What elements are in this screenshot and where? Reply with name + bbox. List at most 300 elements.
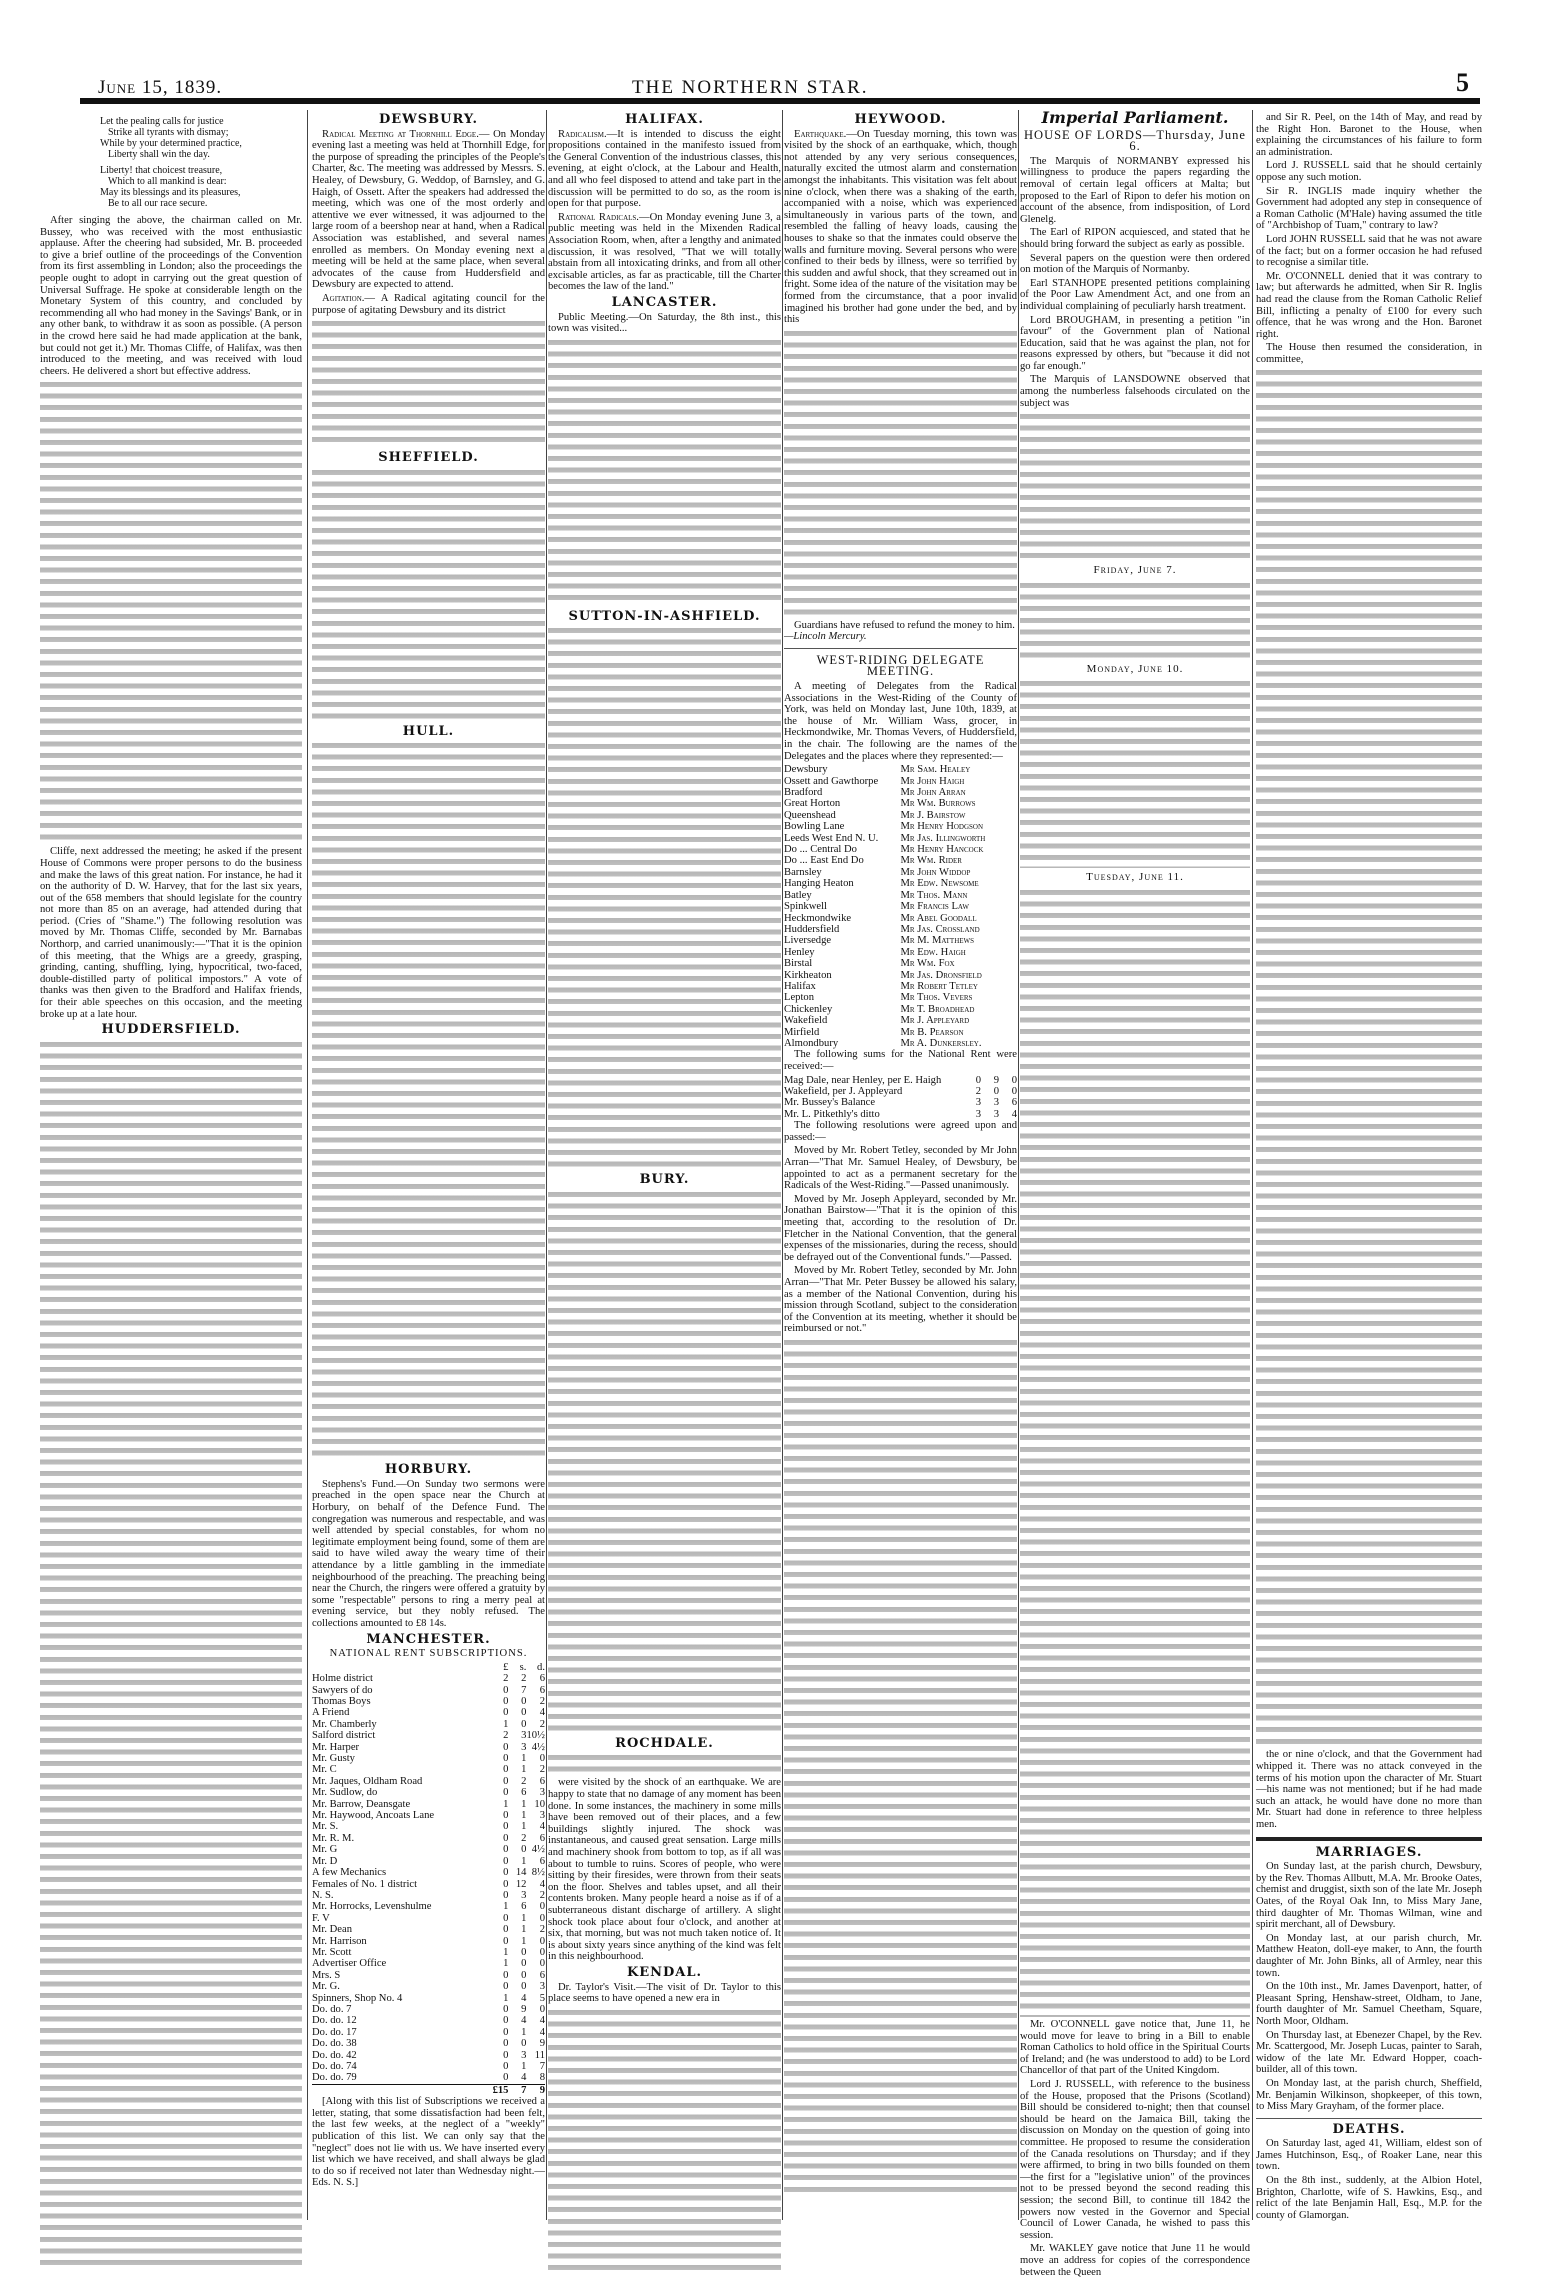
article-paragraph: Cliffe, next addressed the meeting; he asked if the present House of Commons were proper persons to do the business and make the laws of this great nation. For instance, he had it on the authority of D. W. Harvey, that for the last six years, out of the 658 members that should legislate for the country not more than 85 on an average, had attended during that period. (Cries of "Shame.") The following resolution was moved by Mr. Thomas Cliffe, seconded by Mr. Barnabas Northorp, and carried unanimously:—"That it is the opinion of this meeting, that the Whigs are a greedy, grasping, grinding, canting, shuffling, lying, hypocritical, two-faced, double-distilled party of political impostors." A vote of thanks was then given to the Bradford and Halifax friends, for their able speeches on this occasion, and the meeting broke up at a late hour. bbox=[40, 846, 302, 1020]
amount-shillings: 0 bbox=[521, 1707, 527, 1719]
amount-pence: 0 bbox=[539, 1958, 545, 1970]
subscriber-name: Do. do. 74 bbox=[312, 2061, 357, 2072]
delegate-place: Almondbury bbox=[784, 1037, 839, 1049]
article-paragraph: The following sums for the National Rent were received:— bbox=[784, 1049, 1017, 1072]
amount-pounds: 2 bbox=[503, 1730, 509, 1742]
delegate-row bbox=[784, 901, 1017, 912]
parliament-paragraph: Lord J. RUSSELL, with reference to the business of the House, proposed that the Prisons (Scotland) Bill should be considered to-night; then that counsel should be heard on the Jamaica Bill, taking the discussion on Monday on the question of going into committee. He proposed to resume the consideration of the Canada resolutions on Thursday; and if they were affirmed, to bring in two bills founded on them—the first for a "legislative union" of the provinces not to be pressed beyond the second reading this session; the second Bill, to continue till 1842 the powers now vested in the Governor and Special Council of Lower Canada, he wished to pass this session. bbox=[1020, 2079, 1250, 2241]
rent-row bbox=[312, 1958, 545, 1969]
amount-pounds: 0 bbox=[503, 2049, 509, 2061]
rent-row bbox=[312, 2027, 545, 2038]
amount-pence: 0 bbox=[539, 1946, 545, 1958]
parliament-paragraph: the or nine o'clock, and that the Government had whipped it. There was no attack conveyed in the terms of his motion upon the character of Mr. Stuart—his name was not mentioned; but if he had made such an attack, he would have done no more than Mr. Stuart had done in reference to three helpless men. bbox=[1256, 1749, 1482, 1831]
subscriber-name: Spinners, Shop No. 4 bbox=[312, 1992, 403, 2004]
rent-row bbox=[312, 1707, 545, 1718]
amount-pounds: 0 bbox=[503, 1696, 509, 1707]
resolution: Moved by Mr. Robert Tetley, seconded by Mr. John Arran—"That Mr. Peter Bussey be allowed his salary, as a member of the National Convention, during his mission through Scotland, subject to the consideration of the Convention at its meeting, whether it should be reimbursed or not." bbox=[784, 1265, 1017, 1335]
parliament-paragraph: Lord JOHN RUSSELL said that he was not aware of the fact; but on a former occasion he had refused to recognise a similar title. bbox=[1256, 233, 1482, 269]
amount-pence: 2 bbox=[539, 1924, 545, 1936]
subscriber-name: Mrs. S bbox=[312, 1969, 341, 1981]
rent-row bbox=[312, 1787, 545, 1798]
rent-row bbox=[312, 2015, 545, 2026]
delegate-name: Mr Edw. Haigh bbox=[900, 946, 966, 958]
amount-shillings: 0 bbox=[521, 1981, 527, 1993]
delegate-name: Mr Abel Goodall bbox=[900, 912, 977, 924]
amount-pence: 2 bbox=[539, 1696, 545, 1707]
subscriber-name: Do. do. 17 bbox=[312, 2026, 357, 2038]
delegate-name: Mr Sam. Healey bbox=[900, 764, 971, 776]
delegate-name: Mr Jas. Dronsfield bbox=[900, 969, 982, 981]
rent-row bbox=[312, 1821, 545, 1832]
rent-row bbox=[312, 1719, 545, 1730]
column-divider bbox=[307, 110, 308, 2220]
amount-pence: 6 bbox=[539, 1832, 545, 1844]
delegate-row bbox=[784, 787, 1017, 798]
column-divider bbox=[546, 110, 547, 2220]
delegate-row bbox=[784, 764, 1017, 775]
amount-shillings: 1 bbox=[521, 1764, 527, 1776]
masthead bbox=[0, 70, 1543, 96]
amount-pounds: 0 bbox=[503, 1889, 509, 1901]
rent-row bbox=[312, 1799, 545, 1810]
delegate-name: Mr Henry Hodgson bbox=[900, 821, 984, 833]
delegate-name: Mr B. Pearson bbox=[900, 1026, 964, 1038]
section-heading-halifax: HALIFAX. bbox=[625, 112, 704, 127]
rent-row bbox=[312, 1867, 545, 1878]
subscriber-name: Do. do. 7 bbox=[312, 2003, 352, 2015]
amount-shillings: 1 bbox=[521, 1924, 527, 1936]
amount-pounds: 0 bbox=[503, 1741, 509, 1753]
poem-line: Which to all mankind is dear: bbox=[108, 176, 227, 187]
sum-source: Mag Dale, near Henley, per E. Haigh bbox=[784, 1074, 942, 1086]
delegate-name: Mr J. Bairstow bbox=[900, 809, 966, 821]
subscriber-name: N. S. bbox=[312, 1889, 334, 1901]
section-heading-sutton-in-ashfield: SUTTON-IN-ASHFIELD. bbox=[568, 608, 761, 624]
amount-pounds: 0 bbox=[503, 1924, 509, 1936]
subscriber-name: F. V bbox=[312, 1912, 330, 1924]
poem-line: Liberty! that choicest treasure, bbox=[100, 165, 223, 176]
section-divider bbox=[784, 648, 1017, 649]
subscriber-name: Mr. Haywood, Ancoats Lane bbox=[312, 1810, 435, 1822]
column-divider bbox=[1018, 110, 1019, 2220]
amount-pounds: 0 bbox=[503, 1764, 509, 1776]
subscriber-name: Mr. C bbox=[312, 1764, 337, 1776]
delegate-row bbox=[784, 833, 1017, 844]
article-text-block bbox=[784, 328, 1017, 618]
delegate-place: Hanging Heaton bbox=[784, 878, 854, 890]
parliament-paragraph: The House then resumed the consideration, in committee, bbox=[1256, 342, 1482, 365]
death-notice: On the 8th inst., suddenly, at the Albion Hotel, Brighton, Charlotte, wife of S. Hawkins, Esq., and relict of the late Benjamin Hall, Esq., M.P. for the county of Glamorgan. bbox=[1256, 2175, 1482, 2221]
column-3 bbox=[548, 110, 781, 2279]
rent-total-row bbox=[312, 2084, 545, 2096]
total-pounds: £15 bbox=[490, 2084, 508, 2096]
rent-row bbox=[312, 1901, 545, 1912]
amount-pence: 4 bbox=[1011, 1108, 1017, 1120]
subscriber-name: Do. do. 12 bbox=[312, 2015, 357, 2027]
section-divider bbox=[1256, 2118, 1482, 2119]
amount-shillings: 2 bbox=[521, 1775, 527, 1787]
amount-pence: 6 bbox=[539, 1684, 545, 1696]
delegate-name: Mr A. Dunkersley. bbox=[900, 1037, 982, 1049]
amount-pence: 2 bbox=[539, 1764, 545, 1776]
subscriber-name: Salford district bbox=[312, 1730, 376, 1742]
marriage-notice: On Monday last, at our parish church, Mr. Matthew Heaton, doll-eye maker, to Ann, the fourth daughter of Mr. John Binks, all of Armley, near this town. bbox=[1256, 1932, 1482, 1979]
column-header: s. bbox=[519, 1661, 527, 1673]
marriages-list bbox=[1256, 1861, 1482, 2112]
delegate-place: Batley bbox=[784, 889, 812, 901]
amount-shillings: 4 bbox=[521, 2015, 527, 2027]
rent-sum-row bbox=[784, 1097, 1017, 1108]
sum-source: Mr. Bussey's Balance bbox=[784, 1097, 876, 1109]
section-heading-west-riding: WEST-RIDING DELEGATE MEETING. bbox=[816, 652, 985, 679]
delegate-place: Halifax bbox=[784, 980, 816, 992]
article-text: It is intended to discuss the eight propositions contained in the manifesto issued from the General Convention of the industrious classes, this evening, at eight o'clock, at the Labour and Health, and all who feel disposed to attend and take part in the discussion will be permitted to do so, as the room is open for that purpose. bbox=[548, 128, 781, 210]
delegate-name: Mr Henry Hancock bbox=[900, 844, 984, 856]
amount-pence: 4 bbox=[539, 1878, 545, 1890]
delegate-name: Mr Wm. Burrows bbox=[900, 798, 976, 810]
parliament-paragraph: The Marquis of LANSDOWNE observed that among the numberless falsehoods circulated on the subject was bbox=[1020, 374, 1250, 409]
article-text-block bbox=[312, 467, 545, 722]
delegate-name: Mr Jas. Crossland bbox=[900, 923, 980, 935]
parliament-paragraph: Mr. O'CONNELL denied that it was contrary to law; but afterwards he admitted, when Sir R. Inglis had read the clause from the Roman Catholic Relief Bill, inflicting a penalty of £100 for every such offence, that he was wrong and the Hon. Baronet right. bbox=[1256, 270, 1482, 340]
delegate-row bbox=[784, 935, 1017, 946]
marriage-notice: On the 10th inst., Mr. James Davenport, hatter, of Pleasant Spring, Henshaw-street, Oldham, to Jane, fourth daughter of Mr. Samuel Cheetham, Square, North Moor, Oldham. bbox=[1256, 1981, 1482, 2027]
subscriber-name: Mr. S. bbox=[312, 1821, 339, 1833]
total-pence: 9 bbox=[526, 2084, 545, 2096]
delegate-row bbox=[784, 1015, 1017, 1026]
amount-shillings: 1 bbox=[521, 1935, 527, 1947]
subscriber-name: Mr. Dean bbox=[312, 1924, 353, 1936]
issue-date: June 15, 1839. bbox=[98, 77, 223, 98]
article-text: A Radical agitating council for the purpose of agitating Dewsbury and its district bbox=[312, 292, 545, 316]
delegate-place: Liversedge bbox=[784, 935, 832, 947]
article-paragraph bbox=[784, 129, 1017, 326]
amount-pounds: 0 bbox=[503, 1935, 509, 1947]
poem-line: May its blessings and its pleasures, bbox=[100, 187, 241, 198]
amount-pence: 6 bbox=[539, 1775, 545, 1787]
amount-pence: 4 bbox=[539, 2015, 545, 2027]
article-source: —Lincoln Mercury. bbox=[784, 631, 867, 643]
delegate-place: Leeds West End N. U. bbox=[784, 832, 879, 844]
delegate-name: Mr M. Matthews bbox=[900, 935, 975, 947]
amount-pence: 0 bbox=[539, 1912, 545, 1924]
amount-pounds: 0 bbox=[975, 1074, 981, 1086]
amount-pounds: 1 bbox=[503, 1718, 509, 1730]
amount-pounds: 0 bbox=[503, 1775, 509, 1787]
rent-subscriptions-table bbox=[312, 1662, 545, 2096]
subscriber-name: Thomas Boys bbox=[312, 1696, 371, 1707]
rent-header-row bbox=[312, 1662, 545, 1673]
delegate-place: Heckmondwike bbox=[784, 912, 852, 924]
rent-row bbox=[312, 1993, 545, 2004]
rent-row bbox=[312, 1833, 545, 1844]
article-text-block bbox=[312, 740, 545, 1460]
amount-shillings: 0 bbox=[521, 1844, 527, 1856]
amount-pence: 4 bbox=[539, 1821, 545, 1833]
rent-row bbox=[312, 1730, 545, 1741]
delegate-row bbox=[784, 1027, 1017, 1038]
article-text-block bbox=[548, 2007, 781, 2277]
article-text-block bbox=[40, 379, 302, 844]
delegate-row bbox=[784, 821, 1017, 832]
parliament-paragraph: Mr. WAKLEY gave notice that June 11 he would move an address for copies of the correspondence between the Queen bbox=[1020, 2243, 1250, 2278]
amount-shillings: 0 bbox=[521, 1718, 527, 1730]
parliament-paragraph: Several papers on the question were then ordered on motion of the Marquis of Normanby. bbox=[1020, 252, 1250, 276]
delegate-name: Mr Wm. Rider bbox=[900, 855, 962, 867]
amount-pence: 0 bbox=[539, 1901, 545, 1913]
column-divider bbox=[1252, 110, 1253, 2220]
article-text-block bbox=[548, 337, 781, 607]
amount-shillings: 0 bbox=[521, 1696, 527, 1707]
rent-row bbox=[312, 1890, 545, 1901]
article-lead: Agitation.— bbox=[322, 292, 375, 304]
article-text-block bbox=[784, 1337, 1017, 2197]
amount-pounds: 0 bbox=[503, 1810, 509, 1822]
subscriber-name: Mr. Chamberly bbox=[312, 1718, 377, 1730]
amount-pence: 6 bbox=[539, 1673, 545, 1685]
amount-shillings: 4 bbox=[521, 1992, 527, 2004]
amount-pounds: 0 bbox=[503, 1912, 509, 1924]
article-paragraph bbox=[784, 620, 1017, 643]
amount-pounds: 0 bbox=[503, 2015, 509, 2027]
parliament-paragraph: Mr. O'CONNELL gave notice that, June 11, he would move for leave to bring in a Bill to enable Roman Catholics to hold office in the Spiritual Courts of Ireland; and (he was understood to add) to be Lord Chancellor of that part of the United Kingdom. bbox=[1020, 2019, 1250, 2077]
rent-row bbox=[312, 2004, 545, 2015]
amount-pounds: 0 bbox=[503, 1867, 509, 1879]
amount-pounds: 0 bbox=[503, 1684, 509, 1696]
amount-shillings: 1 bbox=[521, 2026, 527, 2038]
rent-row bbox=[312, 2050, 545, 2061]
subscriber-name: Advertiser Office bbox=[312, 1958, 387, 1970]
amount-shillings: 1 bbox=[521, 1798, 527, 1810]
section-heading-sheffield: SHEFFIELD. bbox=[378, 450, 479, 466]
amount-shillings: 9 bbox=[521, 2003, 527, 2015]
section-heading-heywood: HEYWOOD. bbox=[854, 112, 947, 127]
rent-row bbox=[312, 1856, 545, 1867]
amount-pounds: 0 bbox=[503, 1855, 509, 1867]
delegate-row bbox=[784, 776, 1017, 787]
article-text-block bbox=[40, 1039, 302, 2269]
amount-pounds: 2 bbox=[975, 1085, 981, 1097]
subscriber-name: Do. do. 38 bbox=[312, 2038, 357, 2050]
delegate-place: Barnsley bbox=[784, 866, 822, 878]
amount-pence: 6 bbox=[539, 1855, 545, 1867]
article-paragraph: Dr. Taylor's Visit.—The visit of Dr. Taylor to this place seems to have opened a new era in bbox=[548, 1981, 781, 2005]
amount-shillings: 3 bbox=[521, 2049, 527, 2061]
amount-shillings: 1 bbox=[521, 1753, 527, 1765]
rent-sum-row bbox=[784, 1075, 1017, 1086]
column-header: £ bbox=[503, 1661, 509, 1673]
amount-pounds: 0 bbox=[503, 1844, 509, 1856]
amount-pence: 2 bbox=[539, 1889, 545, 1901]
amount-pence: 9 bbox=[539, 2038, 545, 2050]
rent-table-title: NATIONAL RENT SUBSCRIPTIONS. bbox=[329, 1648, 528, 1660]
subscriber-name: Mr. Horrocks, Levenshulme bbox=[312, 1901, 432, 1913]
amount-shillings: 3 bbox=[993, 1097, 999, 1109]
section-heading-dewsbury: DEWSBURY. bbox=[378, 112, 479, 127]
subscriber-name: Holme district bbox=[312, 1673, 373, 1685]
poem-line: Strike all tyrants with dismay; bbox=[108, 127, 229, 138]
delegate-row bbox=[784, 810, 1017, 821]
amount-pounds: 0 bbox=[503, 2061, 509, 2072]
amount-shillings: 3 bbox=[521, 1741, 527, 1753]
resolution: Moved by Mr. Robert Tetley, seconded by Mr John Arran—"That Mr. Samuel Healey, of Dewsbury, be appointed to act as a permanent secretary for the Radicals of the West-Riding."—Passed unanimously. bbox=[784, 1145, 1017, 1192]
amount-shillings: 0 bbox=[521, 1958, 527, 1970]
rent-row bbox=[312, 2038, 545, 2049]
article-paragraph bbox=[548, 212, 781, 293]
subscriber-name: Mr. Sudlow, do bbox=[312, 1787, 378, 1799]
marriage-notice: On Thursday last, at Ebenezer Chapel, by the Rev. Mr. Scattergood, Mr. Joseph Lucas, painter to Sarah, widow of the late Mr. Edward Hopper, coach-builder, all of this town. bbox=[1256, 2029, 1482, 2076]
delegate-place: Bowling Lane bbox=[784, 821, 845, 833]
article-paragraph: Public Meeting.—On Saturday, the 8th inst., this town was visited... bbox=[548, 311, 781, 335]
amount-pence: 6 bbox=[539, 1969, 545, 1981]
amount-pence: 2 bbox=[539, 1718, 545, 1730]
sum-source: Wakefield, per J. Appleyard bbox=[784, 1085, 903, 1097]
amount-pence: 3 bbox=[539, 1981, 545, 1993]
amount-pounds: 0 bbox=[503, 1878, 509, 1890]
amount-shillings: 7 bbox=[521, 1684, 527, 1696]
rent-row bbox=[312, 1924, 545, 1935]
amount-shillings: 1 bbox=[521, 1821, 527, 1833]
article-text: On Tuesday morning, this town was visited by the shock of an earthquake, which, though not attended by any very serious consequences, naturally excited the utmost alarm and consternation amongst the inhabitants. This visitation was felt about nine o'clock, when there was a shaking of the earth, accompanied with a noise, which was experienced simultaneously in various parts of the town, and resembled the falling of heavy loads, causing the houses to shake so that the inmates could observe the walls and furniture moving. Several persons who were confined to their beds by illness, were so terrified by this sudden and awful shock, that they screamed out in fright. Some idea of the nature of the visitation may be formed from the circumstance, that a poor invalid imagined his brother had gone under the bed, and by this bbox=[784, 128, 1017, 326]
column-4 bbox=[784, 110, 1017, 2199]
amount-pence: 10 bbox=[534, 1798, 545, 1810]
column-header: d. bbox=[537, 1661, 545, 1673]
article-paragraph: were visited by the shock of an earthquake. We are happy to state that no damage of any moment has been done. In some instances, the machinery in some mills have been removed out of their places, and a few buildings slightly injured. The shock was instantaneous, and caused great sensation. Large mills and machinery shook from bottom to top, as if all was about to tumble to ruins. Scores of people, who were sitting by their firesides, were thrown from their seats on the floor. Shelves and tables upset, and all their contents broken. Many people heard a noise as if of a subterraneous distant discharge of artillery. A slight shock took place about four o'clock, and another at six, that morning, but was not much taken notice of. It is about sixty years since anything of the kind was felt in this neighbourhood. bbox=[548, 1777, 781, 1963]
rent-row bbox=[312, 1913, 545, 1924]
parliament-paragraph: Sir R. INGLIS made inquiry whether the Government had adopted any step in consequence of a Roman Catholic (M'Hale) having assumed the title of "Archbishop of Tuam," contrary to law? bbox=[1256, 185, 1482, 232]
amount-pence: 11 bbox=[534, 2049, 545, 2061]
delegate-row bbox=[784, 970, 1017, 981]
page-number: 5 bbox=[1456, 68, 1469, 97]
article-text: On Monday evening last a meeting was held at Thornhill Edge, for the purpose of spreading the principles of the People's Charter, &c. The meeting was addressed by Messrs. S. Healey, of Dewsbury, G. Weddop, of Barnsley, and G. Haigh, of Ossett. After the speakers had addressed the meeting, which was one of the most orderly and attentive we ever witnessed, it was adjourned to the large room of a beershop near at hand, when a Radical Association was established, and several names enrolled as members. On Monday evening next a meeting will be held at the same place, when several advocates of the cause from Huddersfield and Dewsbury are expected to attend. bbox=[312, 128, 546, 291]
amount-pence: 3 bbox=[539, 1787, 545, 1799]
delegate-place: Do ... East End Do bbox=[784, 855, 864, 867]
delegate-name: Mr Wm. Fox bbox=[900, 958, 955, 970]
subscriber-name: Mr. D bbox=[312, 1855, 338, 1867]
subscriber-name: Females of No. 1 district bbox=[312, 1878, 418, 1890]
amount-pence: 7 bbox=[539, 2061, 545, 2072]
delegate-place: Huddersfield bbox=[784, 923, 840, 935]
delegate-place: Mirfield bbox=[784, 1026, 820, 1038]
delegate-place: Bradford bbox=[784, 787, 823, 799]
article-text: On Monday evening June 3, a public meeting was held in the Mixenden Radical Association Room, when, after a lengthy and animated discussion, it was resolved, "That we will totally abstain from all intoxicating drinks, and from all other excisable articles, as far as practicable, till the Charter becomes the law of the land." bbox=[548, 211, 781, 293]
section-heading-bury: BURY. bbox=[639, 1172, 690, 1188]
amount-shillings: 0 bbox=[521, 1969, 527, 1981]
amount-pounds: 0 bbox=[503, 2072, 509, 2084]
delegate-place: Lepton bbox=[784, 992, 815, 1004]
column-2 bbox=[312, 110, 545, 2191]
article-text-block bbox=[312, 318, 545, 448]
section-heading-horbury: HORBURY. bbox=[384, 1462, 473, 1478]
section-heading-lancaster: LANCASTER. bbox=[611, 294, 718, 310]
delegate-name: Mr John Arran bbox=[900, 787, 966, 799]
article-text-block bbox=[548, 1752, 781, 1775]
delegate-place: Queenshead bbox=[784, 809, 836, 821]
delegate-row bbox=[784, 798, 1017, 809]
amount-pence: 4½ bbox=[531, 1844, 545, 1856]
article-paragraph bbox=[312, 129, 545, 291]
rent-row bbox=[312, 1947, 545, 1958]
amount-pence: 8½ bbox=[531, 1867, 545, 1879]
subscriber-name: Mr. Scott bbox=[312, 1946, 352, 1958]
delegate-place: Dewsbury bbox=[784, 764, 828, 776]
amount-shillings: 1 bbox=[521, 1855, 527, 1867]
article-text-block bbox=[1020, 887, 1250, 2017]
amount-pence: 10½ bbox=[526, 1730, 545, 1742]
subscriber-name: Mr. Harrison bbox=[312, 1935, 367, 1947]
newspaper-title: THE NORTHERN STAR. bbox=[632, 77, 869, 98]
subscriber-name: Mr. G. bbox=[312, 1981, 340, 1993]
rent-sum-row bbox=[784, 1109, 1017, 1120]
delegate-name: Mr T. Broadhead bbox=[900, 1003, 975, 1015]
subscriber-name: Mr. Gusty bbox=[312, 1753, 355, 1765]
rent-row bbox=[312, 1776, 545, 1787]
delegate-row bbox=[784, 878, 1017, 889]
delegate-row bbox=[784, 992, 1017, 1003]
poem-line: While by your determined practice, bbox=[100, 138, 242, 149]
article-paragraph: After singing the above, the chairman called on Mr. Bussey, who was received with the most enthusiastic applause. After the cheering had subsided, Mr. B. proceeded to give a brief outline of the proceedings of the Convention from its first assembling in London; also the proceedings the people ought to adopt in carrying out the great question of Universal Suffrage. He spoke at considerable length on the Monetary System of this country, and concluded by recommending all who had money in the Savings' Bank, or in any other bank, to withdraw it as soon as possible. (A person in the crowd here said he had made application at the bank, but could not get it.) Mr. Thomas Cliffe, of Halifax, was then introduced to the meeting, and was received with loud cheers. He delivered a short but effective address. bbox=[40, 215, 302, 377]
national-rent-sums-table bbox=[784, 1075, 1017, 1121]
article-text: Guardians have refused to refund the money to him. bbox=[794, 619, 1015, 631]
delegate-name: Mr J. Appleyard bbox=[900, 1015, 970, 1027]
poem bbox=[100, 116, 302, 209]
rent-row bbox=[312, 1810, 545, 1821]
delegate-place: Kirkheaton bbox=[784, 969, 832, 981]
amount-shillings: 3 bbox=[521, 1889, 527, 1901]
marriage-notice: On Sunday last, at the parish church, Dewsbury, by the Rev. Thomas Allbutt, M.A. Mr. Brooke Oates, chemist and druggist, sixth son of the late Mr. Joseph Oates, of the Royal Oak Inn, to Miss Mary Jane, third daughter of Mr. Thomas Wilman, wine and spirit merchant, all of Dewsbury. bbox=[1256, 1861, 1482, 1931]
delegate-row bbox=[784, 958, 1017, 969]
parliament-paragraph: Lord J. RUSSELL said that he should certainly oppose any such motion. bbox=[1256, 160, 1482, 183]
delegate-row bbox=[784, 947, 1017, 958]
subscriber-name: Mr. Barrow, Deansgate bbox=[312, 1798, 411, 1810]
editors-note: [Along with this list of Subscriptions we received a letter, stating, that some dissatisfaction had been felt, the last few weeks, at the neglect of a "weekly" publication of this list. We can only say that the "neglect" does not lie with us. We have inserted every list which we have received, and shall always be glad to do so if received not later than Wednesday night.—Eds. N. S.] bbox=[312, 2096, 545, 2189]
section-title-imperial-parliament: Imperial Parliament. bbox=[1041, 108, 1229, 127]
section-heading-rochdale: ROCHDALE. bbox=[615, 1735, 714, 1751]
delegate-place: Ossett and Gawthorpe bbox=[784, 775, 879, 787]
section-heading-hull: HULL. bbox=[402, 723, 455, 739]
rent-row bbox=[312, 1970, 545, 1981]
parliament-paragraph: The Marquis of NORMANBY expressed his willingness to produce the papers regarding the removal of certain legal officers at Malta; but proposed to the Earl of Ripon to defer his motion on account of the absence, from indisposition, of Lord Glenelg. bbox=[1020, 155, 1250, 225]
article-paragraph: The following resolutions were agreed upon and passed:— bbox=[784, 1120, 1017, 1143]
amount-shillings: 3 bbox=[993, 1108, 999, 1120]
delegate-place: Great Horton bbox=[784, 798, 841, 810]
delegate-row bbox=[784, 844, 1017, 855]
article-lead: Earthquake.— bbox=[794, 128, 857, 140]
amount-pounds: 1 bbox=[503, 1992, 509, 2004]
delegate-name: Mr Francis Law bbox=[900, 901, 970, 913]
amount-shillings: 0 bbox=[993, 1085, 999, 1097]
poem-line: Let the pealing calls for justice bbox=[100, 116, 224, 127]
article-text-block bbox=[548, 625, 781, 1170]
amount-pounds: 1 bbox=[503, 1901, 509, 1913]
total-shillings: 7 bbox=[508, 2084, 526, 2096]
parliament-paragraph: and Sir R. Peel, on the 14th of May, and read by the Right Hon. Baronet to the House, when explaining the circumstances of his failure to form an administration. bbox=[1256, 112, 1482, 158]
article-text-block bbox=[1020, 678, 1250, 868]
resolution: Moved by Mr. Joseph Appleyard, seconded by Mr. Jonathan Bairstow—"That it is the opinion of this meeting that, according to the resolution of Dr. Fletcher in the National Convention, that the general expenses of the missionaries, during the recess, should be defrayed out of the Conventional funds."—Passed. bbox=[784, 1193, 1017, 1263]
amount-pounds: 1 bbox=[503, 1798, 509, 1810]
rent-row bbox=[312, 1673, 545, 1684]
amount-pounds: 1 bbox=[503, 1958, 509, 1970]
article-paragraph: A meeting of Delegates from the Radical Associations in the West-Riding of the County of York, was held on Monday last, June 10th, 1839, at the house of Mr. William Wass, grocer, in Heckmondwike, Mr. Thomas Vevers, of Huddersfield, in the chair. The following are the names of the Delegates and the places where they represented:— bbox=[784, 681, 1017, 762]
sum-source: Mr. L. Pitkethly's ditto bbox=[784, 1108, 880, 1120]
amount-pence: 4½ bbox=[531, 1741, 545, 1753]
rent-row bbox=[312, 1742, 545, 1753]
subscriber-name: Sawyers of do bbox=[312, 1684, 373, 1696]
rent-row bbox=[312, 1981, 545, 1992]
amount-pence: 4 bbox=[539, 1707, 545, 1719]
delegate-name: Mr Robert Tetley bbox=[900, 980, 978, 992]
amount-shillings: 2 bbox=[521, 1673, 527, 1685]
